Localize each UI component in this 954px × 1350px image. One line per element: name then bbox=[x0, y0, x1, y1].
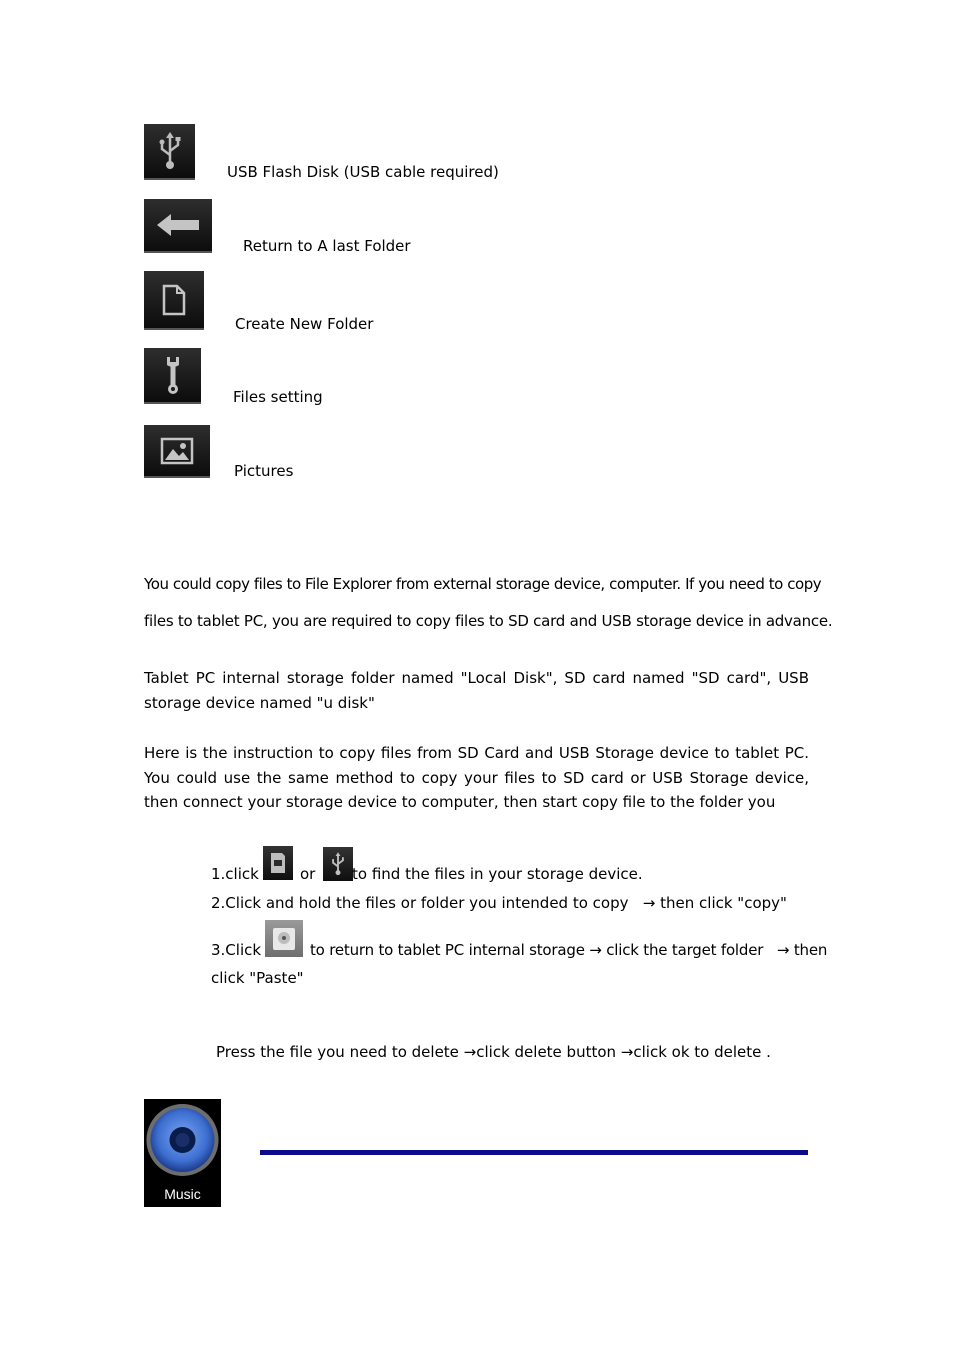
pictures-label: Pictures bbox=[234, 462, 294, 480]
music-label: Music bbox=[164, 1186, 201, 1202]
copy-intro-line-1: You could copy files to File Explorer from external storage device, computer. If you need to copy bbox=[144, 575, 822, 593]
music-app-icon[interactable] bbox=[144, 1099, 221, 1207]
usb-flash-disk-label: USB Flash Disk (USB cable required) bbox=[227, 163, 499, 181]
copy-intro-line-2: files to tablet PC, you are required to copy files to SD card and USB storage device in advance. bbox=[144, 612, 833, 630]
step1-prefix: 1.click bbox=[211, 865, 259, 883]
step3-line2: click "Paste" bbox=[211, 969, 304, 987]
speaker-icon bbox=[144, 1099, 221, 1185]
back-arrow-icon bbox=[144, 199, 212, 253]
step2-text: 2.Click and hold the files or folder you intended to copy → then click "copy" bbox=[211, 894, 787, 912]
step1-suffix: to find the files in your storage device. bbox=[352, 865, 643, 883]
local-disk-icon[interactable] bbox=[265, 920, 303, 957]
step3-suffix: to return to tablet PC internal storage → click the target folder → then bbox=[310, 941, 828, 959]
wrench-icon bbox=[144, 348, 201, 404]
delete-instruction: Press the file you need to delete →click delete button →click ok to delete . bbox=[216, 1043, 771, 1061]
new-file-icon bbox=[144, 271, 204, 330]
instruction-paragraph: Here is the instruction to copy files from SD Card and USB Storage device to tablet PC. You could use the same method to copy your files to SD card or USB Storage device, then connect your storage device to computer, then start copy file to the folder you bbox=[144, 744, 809, 811]
files-setting-label: Files setting bbox=[233, 388, 323, 406]
sd-card-icon[interactable] bbox=[263, 846, 293, 880]
usb-small-icon[interactable] bbox=[323, 847, 353, 881]
return-folder-label: Return to A last Folder bbox=[243, 237, 411, 255]
step1-or: or bbox=[300, 865, 316, 883]
usb-icon bbox=[144, 124, 195, 180]
storage-names-paragraph: Tablet PC internal storage folder named "Local Disk", SD card named "SD card", USB storage device named "u disk" bbox=[144, 669, 809, 712]
picture-icon bbox=[144, 425, 210, 478]
create-folder-label: Create New Folder bbox=[235, 315, 374, 333]
step3-prefix: 3.Click bbox=[211, 941, 262, 959]
section-divider bbox=[260, 1150, 808, 1155]
